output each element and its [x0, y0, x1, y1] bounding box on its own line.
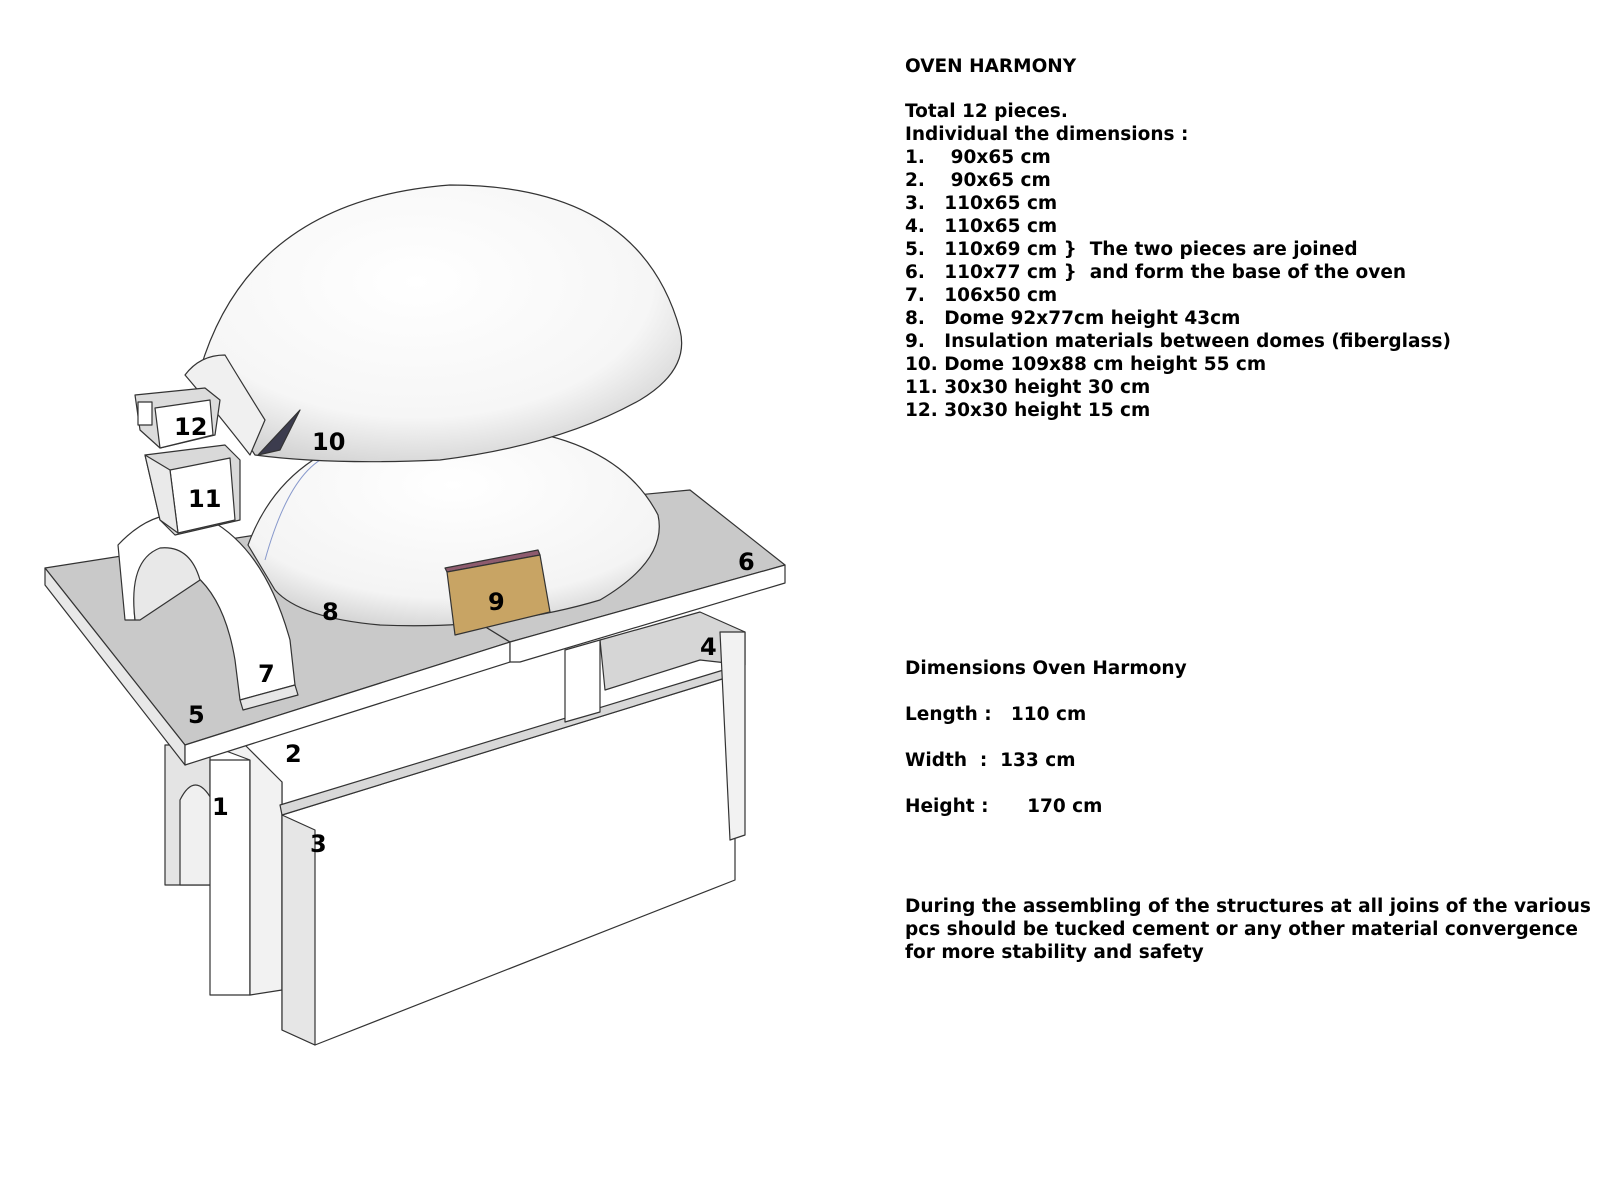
label-5: 5 — [188, 701, 205, 729]
list-item: 9. Insulation materials between domes (fiberglass) — [905, 331, 1451, 352]
width-value: Width : 133 cm — [905, 750, 1076, 771]
length-value: Length : 110 cm — [905, 704, 1087, 725]
label-3: 3 — [310, 830, 327, 858]
height-value: Height : 170 cm — [905, 796, 1103, 817]
dimensions-subtitle: Individual the dimensions : — [905, 124, 1189, 145]
list-item: 11. 30x30 height 30 cm — [905, 377, 1151, 398]
list-item: 12. 30x30 height 15 cm — [905, 400, 1151, 421]
total-pieces: Total 12 pieces. — [905, 101, 1068, 122]
label-7: 7 — [258, 660, 275, 688]
list-item: 4. 110x65 cm — [905, 216, 1058, 237]
label-2: 2 — [285, 740, 302, 768]
label-10: 10 — [312, 428, 346, 456]
label-4: 4 — [700, 633, 717, 661]
overall-dimensions — [905, 657, 1595, 841]
list-item: 5. 110x69 cm } The two pieces are joined — [905, 239, 1358, 260]
assembly-note: During the assembling of the structures at all joins of the various pcs should be tucked cement or any other material convergence for more stability and safety — [905, 896, 1591, 963]
list-item: 10. Dome 109x88 cm height 55 cm — [905, 354, 1267, 375]
piece-10-dome — [185, 185, 682, 462]
label-1: 1 — [212, 793, 229, 821]
list-item: 2. 90x65 cm — [905, 170, 1051, 191]
label-6: 6 — [738, 548, 755, 576]
label-11: 11 — [188, 485, 222, 513]
list-item: 7. 106x50 cm — [905, 285, 1058, 306]
label-9: 9 — [488, 588, 505, 616]
list-item: 3. 110x65 cm — [905, 193, 1058, 214]
specs-panel — [905, 55, 1595, 963]
piece-3-panel — [280, 668, 735, 1045]
list-item: 1. 90x65 cm — [905, 147, 1051, 168]
label-12: 12 — [174, 413, 208, 441]
pieces-list — [905, 146, 1595, 422]
list-item: 6. 110x77 cm } and form the base of the oven — [905, 262, 1407, 283]
label-8: 8 — [322, 598, 339, 626]
list-item: 8. Dome 92x77cm height 43cm — [905, 308, 1241, 329]
dimensions-heading: Dimensions Oven Harmony — [905, 658, 1187, 679]
page-title: OVEN HARMONY — [905, 56, 1077, 77]
